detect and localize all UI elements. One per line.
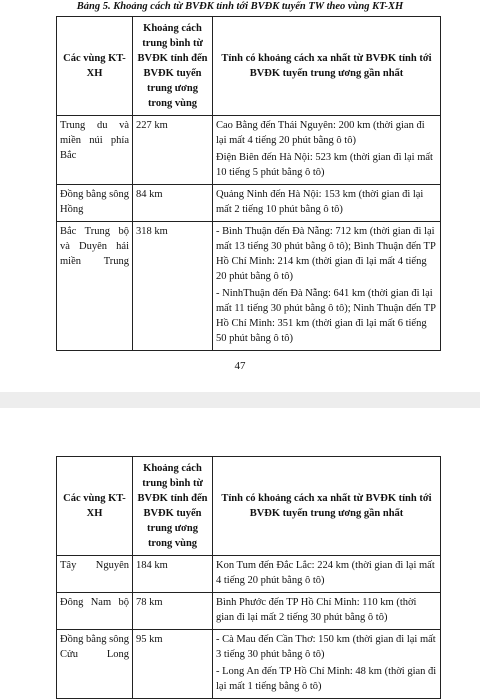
header-farthest: Tỉnh có khoảng cách xa nhất từ BVĐK tỉnh tới BVĐK tuyến trung ương gần nhất [213, 457, 441, 556]
detail-line: Bình Phước đến TP Hồ Chí Minh: 110 km (thời gian đi lại mất 2 tiếng 30 phút bằng ô tô) [216, 597, 417, 623]
detail-line: - Cà Mau đến Cần Thơ: 150 km (thời gian đi lại mất 3 tiếng 30 phút bằng ô tô) [216, 634, 436, 660]
farthest-detail-cell [213, 116, 441, 185]
farthest-detail-cell [213, 556, 441, 593]
header-avg-distance: Khoảng cách trung bình từ BVĐK tỉnh đến BVĐK tuyến trung ương trong vùng [133, 457, 213, 556]
document-page-48 [0, 408, 480, 692]
region-cell: Tây Nguyên [57, 556, 133, 593]
detail-line: Cao Bằng đến Thái Nguyên: 200 km (thời gian đi lại mất 4 tiếng 20 phút bằng ô tô) [216, 120, 425, 146]
header-region: Các vùng KT-XH [57, 457, 133, 556]
detail-line: - NinhThuận đến Đà Nẵng: 641 km (thời gian đi lại mất 11 tiếng 30 phút bằng ô tô); Ninh Thuận đến TP Hồ Chí Minh: 351 km (thời gian đi lại mất 6 tiếng 50 phút bằng ô tô) [216, 288, 436, 344]
region-cell: Trung du và miền núi phía Bắc [57, 116, 133, 185]
distance-cell: 318 km [133, 222, 213, 351]
page-gap [0, 392, 480, 408]
detail-line: - Long An đến TP Hồ Chí Minh: 48 km (thời gian đi lại mất 1 tiếng bằng ô tô) [216, 666, 437, 692]
distance-cell: 227 km [133, 116, 213, 185]
header-region: Các vùng KT-XH [57, 17, 133, 116]
table-row [57, 222, 441, 351]
header-farthest: Tỉnh có khoảng cách xa nhất từ BVĐK tỉnh tới BVĐK tuyến trung ương gần nhất [213, 17, 441, 116]
farthest-detail-cell [213, 593, 441, 630]
distance-cell: 95 km [133, 630, 213, 699]
table-body [57, 116, 441, 351]
table-header-row [57, 457, 441, 556]
detail-line: - Bình Thuận đến Đà Nẵng: 712 km (thời gian đi lại mất 13 tiếng 30 phút bằng ô tô); Bình Thuận đến TP Hồ Chí Minh: 214 km (thời gian đi lại mất 4 tiếng 20 phút bằng ô tô) [216, 226, 436, 282]
table-row [57, 116, 441, 185]
page-number: 47 [234, 360, 246, 372]
farthest-detail-cell [213, 222, 441, 351]
distance-table-part2 [56, 456, 441, 699]
detail-line: Điện Biên đến Hà Nội: 523 km (thời gian đi lại mất 10 tiếng 5 phút bằng ô tô) [216, 152, 433, 178]
header-avg-distance: Khoảng cách trung bình từ BVĐK tỉnh đến BVĐK tuyến trung ương trong vùng [133, 17, 213, 116]
farthest-detail-cell [213, 630, 441, 699]
farthest-detail-cell [213, 185, 441, 222]
distance-cell: 78 km [133, 593, 213, 630]
detail-line: Quảng Ninh đến Hà Nội: 153 km (thời gian đi lại mất 2 tiếng 10 phút bằng ô tô) [216, 189, 424, 215]
distance-cell: 184 km [133, 556, 213, 593]
table-row [57, 185, 441, 222]
distance-cell: 84 km [133, 185, 213, 222]
table-header-row [57, 17, 441, 116]
distance-table-part1 [56, 16, 441, 351]
table-caption: Bảng 5. Khoảng cách từ BVĐK tỉnh tới BVĐK tuyến TW theo vùng KT-XH [76, 1, 404, 12]
table-row [57, 630, 441, 699]
table-row [57, 593, 441, 630]
detail-line: Kon Tum đến Đắc Lắc: 224 km (thời gian đi lại mất 4 tiếng 20 phút bằng ô tô) [216, 560, 435, 586]
region-cell: Đông Nam bộ [57, 593, 133, 630]
region-cell: Bắc Trung bộ và Duyên hải miền Trung [57, 222, 133, 351]
region-cell: Đồng bằng sông Hồng [57, 185, 133, 222]
table-body [57, 556, 441, 699]
region-cell: Đồng bằng sông Cửu Long [57, 630, 133, 699]
table-row [57, 556, 441, 593]
